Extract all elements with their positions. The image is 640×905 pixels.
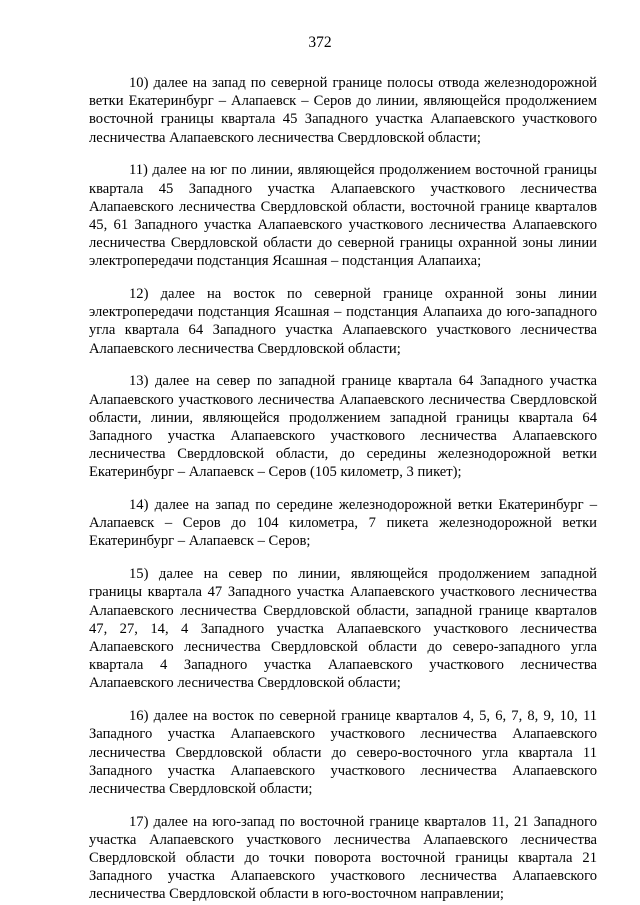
paragraph-17: 17) далее на юго-запад по восточной границе кварталов 11, 21 Западного участка Алапаевского участкового лесничества Алапаевского лесничества Свердловской области до точки поворота восточной границы квартала 21 Западного участка Алапаевского участкового лесничества Алапаевского лесничества Свердловской области в юго-восточном направлении; — [89, 813, 597, 903]
paragraph-15: 15) далее на север по линии, являющейся продолжением западной границы квартала 47 Западного участка Алапаевского участкового лесничества Алапаевского лесничества Свердловской области, западной границе кварталов 47, 27, 14, 4 Западного участка Алапаевского участкового лесничества Алапаевского лесничества Свердловской области до северо-западного угла квартала 4 Западного участка Алапаевского участкового лесничества Алапаевского лесничества Свердловской области; — [89, 566, 597, 692]
paragraph-16: 16) далее на восток по северной границе кварталов 4, 5, 6, 7, 8, 9, 10, 11 Западного участка Алапаевского участкового лесничества Алапаевского лесничества Свердловской области до северо-восточного угла квартала 11 Западного участка Алапаевского участкового лесничества Алапаевского лесничества Свердловской области; — [89, 708, 597, 797]
page-number: 372 — [308, 34, 332, 51]
document-body — [89, 74, 597, 904]
paragraph-14: 14) далее на запад по середине железнодорожной ветки Екатеринбург – Алапаевск – Серов до 104 километра, 7 пикета железнодорожной ветки Екатеринбург – Алапаевск – Серов; — [89, 497, 597, 550]
paragraph-12: 12) далее на восток по северной границе охранной зоны линии электропередачи подстанция Ясашная – подстанция Алапаиха до юго-западного угла квартала 64 Западного участка Алапаевского участкового лесничества Алапаевского лесничества Свердловской области; — [89, 286, 597, 357]
paragraph-10: 10) далее на запад по северной границе полосы отвода железнодорожной ветки Екатеринбург – Алапаевск – Серов до линии, являющейся продолжением восточной границы квартала 45 Западного участка Алапаевского участкового лесничества Алапаевского лесничества Свердловской области; — [89, 75, 597, 146]
paragraph-11: 11) далее на юг по линии, являющейся продолжением восточной границы квартала 45 Западного участка Алапаевского участкового лесничества Алапаевского лесничества Свердловской области, восточной границе кварталов 45, 61 Западного участка Алапаевского участкового лесничества Алапаевского лесничества Свердловской области до северной границы охранной зоны линии электропередачи подстанция Ясашная – подстанция Алапаиха; — [89, 162, 597, 270]
paragraph-13: 13) далее на север по западной границе квартала 64 Западного участка Алапаевского участкового лесничества Алапаевского лесничества Свердловской области, линии, являющейся продолжением западной границы квартала 64 Западного участка Алапаевского участкового лесничества Алапаевского лесничества Свердловской области, до середины железнодорожной ветки Екатеринбург – Алапаевск – Серов (105 километр, 3 пикет); — [89, 373, 597, 481]
